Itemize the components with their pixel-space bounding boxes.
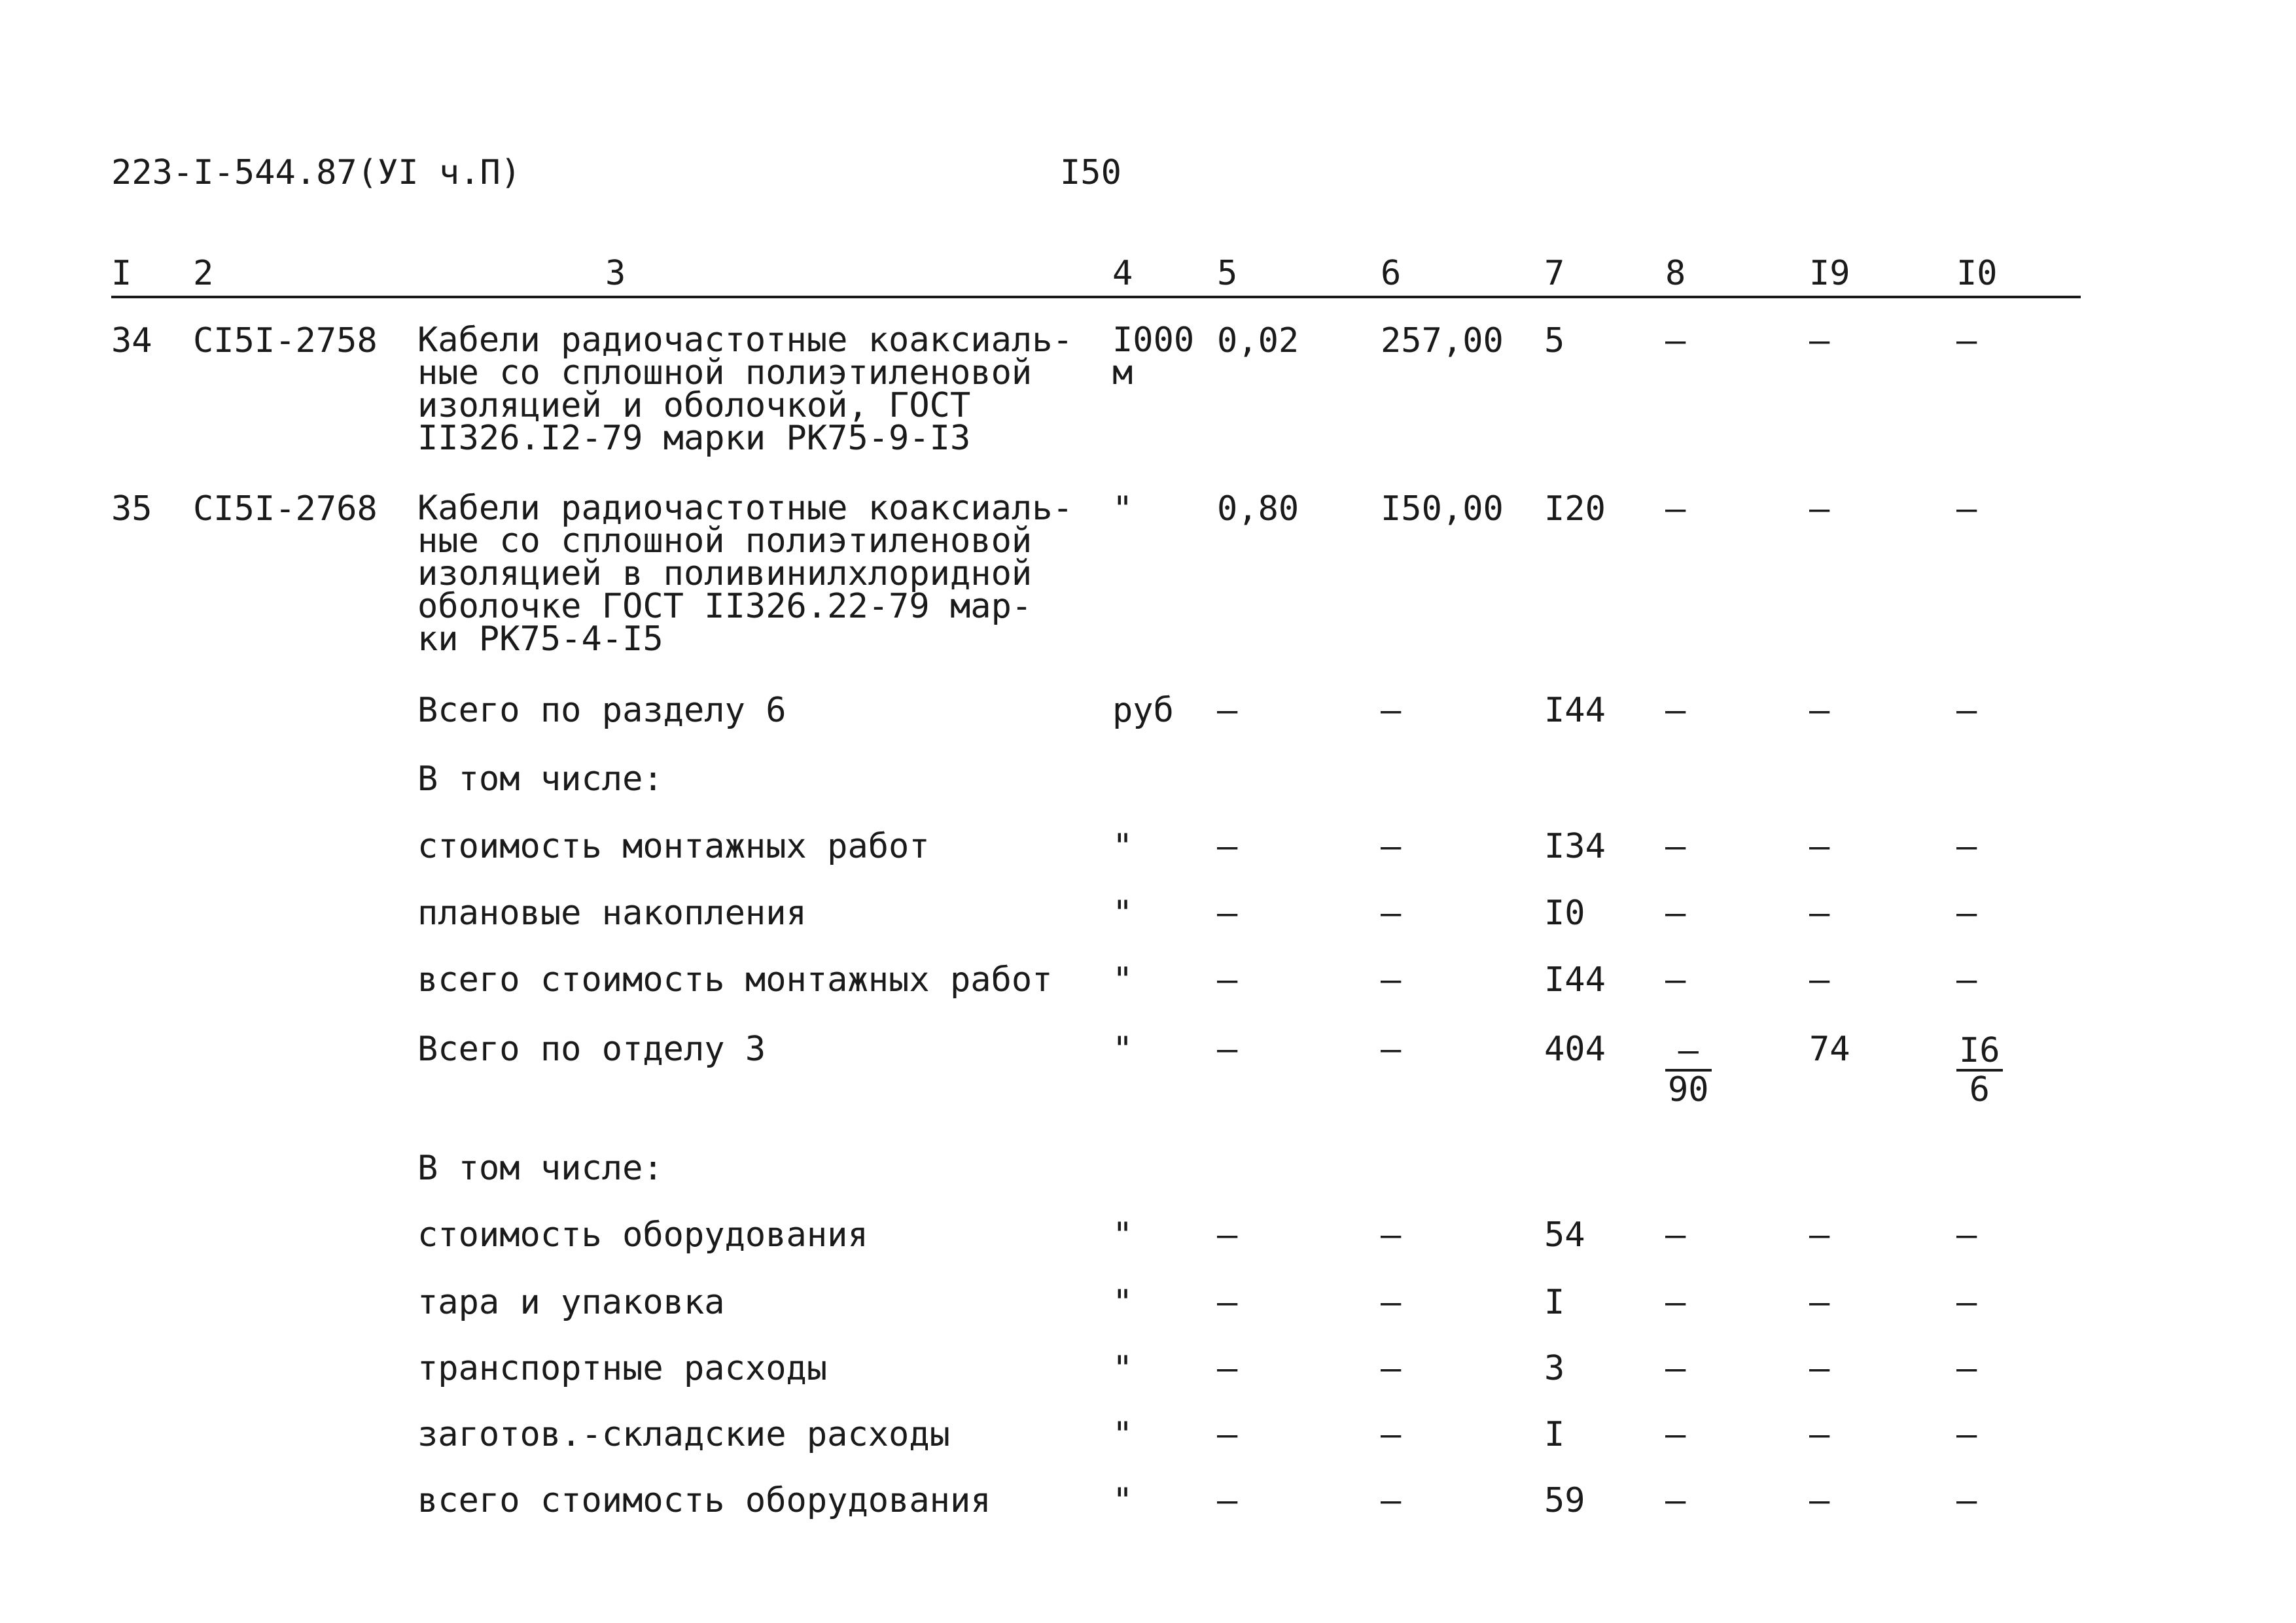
item-description: Всего по отделу 3 [417,1030,766,1069]
item-total: 59 [1544,1481,1585,1520]
col10-value: – [1956,894,1977,933]
item-total: I [1544,1283,1565,1322]
col10-value: – [1956,827,1977,866]
col8-value: – [1665,1481,1686,1520]
item-unit: " [1112,1349,1133,1388]
item-description: Кабели радиочастотные коаксиаль- ные со сплошной полиэтиленовой изоляцией и оболочкой, ГОСТ II326.I2-79 марки РК75-9-I3 [417,321,1073,458]
item-description: всего стоимость оборудования [417,1481,991,1520]
col10-numerator: I6 [1956,1032,2003,1072]
column-number-1: I [111,254,132,293]
item-unit: " [1112,489,1133,529]
item-price: – [1381,1481,1402,1520]
col10-value: – [1956,1481,1977,1520]
column-number-10: I0 [1956,254,1998,293]
col8-value: – [1665,1415,1686,1454]
document-code: 223-I-544.87(УI ч.П) [111,153,521,192]
item-price: – [1381,691,1402,730]
item-price: 257,00 [1381,321,1504,360]
col8-fraction [1665,1032,1712,1108]
col8-value: – [1665,827,1686,866]
column-number-9: I9 [1809,254,1850,293]
page-number: I50 [1060,153,1122,192]
item-quantity: – [1217,1481,1238,1520]
col8-denominator: 90 [1668,1070,1709,1109]
item-description: транспортные расходы [417,1349,828,1388]
item-quantity: – [1217,1415,1238,1454]
item-total: 404 [1544,1030,1606,1069]
column-number-4: 4 [1112,254,1133,293]
col8-value: – [1665,894,1686,933]
item-total: 5 [1544,321,1565,360]
item-total: I34 [1544,827,1606,866]
item-description: тара и упаковка [417,1283,725,1322]
col10-value: – [1956,960,1977,1000]
col10-value: – [1956,1283,1977,1322]
item-description: плановые накопления [417,894,807,933]
item-price: – [1381,894,1402,933]
item-unit: руб [1112,691,1174,730]
item-price: – [1381,1030,1402,1069]
item-quantity: – [1217,1215,1238,1255]
item-description: Кабели радиочастотные коаксиаль- ные со сплошной полиэтиленовой изоляцией в поливинилхлоридной оболочке ГОСТ II326.22-79 мар- ки РК75-4-I5 [417,489,1073,659]
col9-value: – [1809,960,1830,1000]
col9-value: – [1809,691,1830,730]
col9-value: – [1809,1481,1830,1520]
item-total: 3 [1544,1349,1565,1388]
item-unit: " [1112,827,1133,866]
item-total: 54 [1544,1215,1585,1255]
item-description: Всего по разделу 6 [417,691,786,730]
item-total: I44 [1544,691,1606,730]
col9-value: – [1809,489,1830,529]
item-total: I44 [1544,960,1606,1000]
col10-value: – [1956,1349,1977,1388]
item-description: стоимость оборудования [417,1215,868,1255]
column-number-8: 8 [1665,254,1686,293]
col8-value: – [1665,691,1686,730]
col10-value: – [1956,321,1977,360]
item-unit: " [1112,1481,1133,1520]
column-number-7: 7 [1544,254,1565,293]
item-price: – [1381,1349,1402,1388]
item-total: I20 [1544,489,1606,529]
item-quantity: 0,80 [1217,489,1299,529]
col9-value: – [1809,1349,1830,1388]
col8-value: – [1665,1215,1686,1255]
col10-denominator: 6 [1969,1070,1990,1109]
item-price: – [1381,1415,1402,1454]
header-rule [111,296,2081,298]
item-total: I0 [1544,894,1585,933]
item-description: В том числе: [417,1149,663,1188]
col9-value: – [1809,1215,1830,1255]
item-description: заготов.-складские расходы [417,1415,950,1454]
col10-value: – [1956,1415,1977,1454]
item-description: всего стоимость монтажных работ [417,960,1053,1000]
item-quantity: – [1217,827,1238,866]
item-unit: " [1112,1283,1133,1322]
col8-value: – [1665,1349,1686,1388]
column-number-2: 2 [193,254,214,293]
item-quantity: – [1217,1030,1238,1069]
col8-numerator: – [1665,1032,1712,1072]
item-quantity: – [1217,894,1238,933]
item-unit: " [1112,1030,1133,1069]
row-number: 35 [111,489,152,529]
item-description: В том числе: [417,759,663,799]
item-unit: " [1112,1415,1133,1454]
col9-value: – [1809,1283,1830,1322]
col8-value: – [1665,489,1686,529]
item-quantity: 0,02 [1217,321,1299,360]
item-price: – [1381,1215,1402,1255]
item-price: – [1381,827,1402,866]
item-unit: " [1112,894,1133,933]
item-quantity: – [1217,960,1238,1000]
col8-value: – [1665,960,1686,1000]
column-number-5: 5 [1217,254,1238,293]
column-number-6: 6 [1381,254,1402,293]
item-price: I50,00 [1381,489,1504,529]
col10-value: – [1956,1215,1977,1255]
item-unit: " [1112,960,1133,1000]
item-quantity: – [1217,1349,1238,1388]
item-unit: I000 м [1112,321,1195,393]
row-number: 34 [111,321,152,360]
col9-value: 74 [1809,1030,1850,1069]
column-number-3: 3 [605,254,626,293]
col9-value: – [1809,894,1830,933]
col9-value: – [1809,1415,1830,1454]
col10-value: – [1956,489,1977,529]
item-code: CI5I-2768 [193,489,378,529]
col8-value: – [1665,1283,1686,1322]
item-description: стоимость монтажных работ [417,827,930,866]
item-quantity: – [1217,1283,1238,1322]
col10-fraction [1956,1032,2003,1108]
item-quantity: – [1217,691,1238,730]
col9-value: – [1809,827,1830,866]
item-total: I [1544,1415,1565,1454]
item-unit: " [1112,1215,1133,1255]
col10-value: – [1956,691,1977,730]
item-code: CI5I-2758 [193,321,378,360]
col8-value: – [1665,321,1686,360]
item-price: – [1381,1283,1402,1322]
item-price: – [1381,960,1402,1000]
col9-value: – [1809,321,1830,360]
